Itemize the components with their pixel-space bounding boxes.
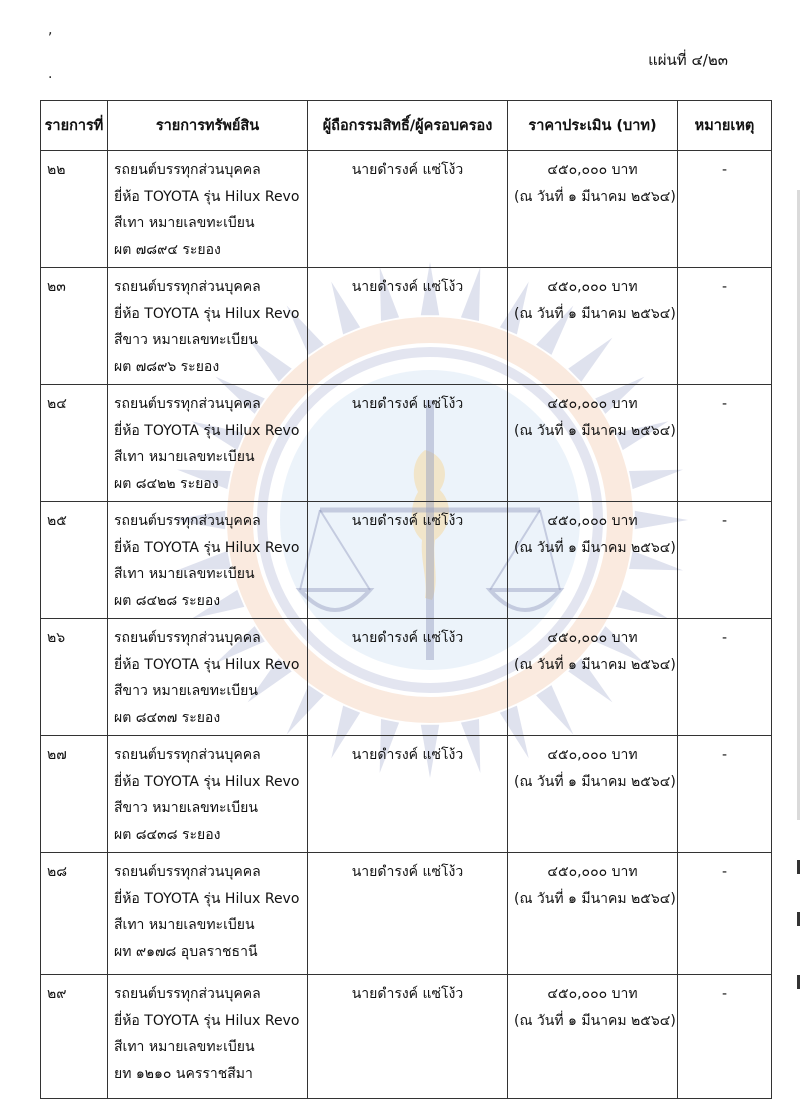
appraised-price xyxy=(508,385,678,502)
price-date: (ณ วันที่ ๑ มีนาคม ๒๕๖๔) xyxy=(514,305,676,322)
asset-description xyxy=(108,853,308,975)
asset-line: รถยนต์บรรทุกส่วนบุคคล xyxy=(114,279,261,295)
table-row xyxy=(41,502,772,619)
asset-line: รถยนต์บรรทุกส่วนบุคคล xyxy=(114,864,261,880)
appraised-price xyxy=(508,975,678,1099)
appraised-price xyxy=(508,619,678,736)
asset-line: ยี่ห้อ TOYOTA รุ่น Hilux Revo xyxy=(114,539,300,556)
asset-description xyxy=(108,975,308,1099)
margin-mark-comma: , xyxy=(48,22,53,38)
asset-line: ผต ๗๘๙๖ ระยอง xyxy=(114,358,220,375)
asset-line: ผต ๘๔๓๗ ระยอง xyxy=(114,709,221,726)
margin-mark-dot: . xyxy=(48,66,53,82)
asset-description xyxy=(108,151,308,268)
price-amount: ๔๕๐,๐๐๐ บาท xyxy=(547,279,638,295)
appraised-price xyxy=(508,268,678,385)
item-number: ๒๓ xyxy=(41,268,108,385)
item-number: ๒๙ xyxy=(41,975,108,1099)
price-amount: ๔๕๐,๐๐๐ บาท xyxy=(547,630,638,646)
owner: นายดำรงค์ แซ่โง้ว xyxy=(308,619,508,736)
asset-description xyxy=(108,268,308,385)
asset-line: สีเทา หมายเลขทะเบียน xyxy=(114,1039,255,1055)
table-row xyxy=(41,385,772,502)
asset-line: สีเทา หมายเลขทะเบียน xyxy=(114,917,255,933)
table-row xyxy=(41,736,772,853)
remark: - xyxy=(678,736,772,853)
price-amount: ๔๕๐,๐๐๐ บาท xyxy=(547,396,638,412)
asset-description xyxy=(108,385,308,502)
appraised-price xyxy=(508,853,678,975)
col-header-note: หมายเหตุ xyxy=(678,101,772,151)
asset-line: รถยนต์บรรทุกส่วนบุคคล xyxy=(114,513,261,529)
asset-line: ผท ๙๑๗๘ อุบลราชธานี xyxy=(114,943,258,960)
table-row xyxy=(41,853,772,975)
asset-description xyxy=(108,619,308,736)
owner: นายดำรงค์ แซ่โง้ว xyxy=(308,151,508,268)
remark: - xyxy=(678,385,772,502)
asset-line: สีขาว หมายเลขทะเบียน xyxy=(114,683,258,699)
asset-line: ยี่ห้อ TOYOTA รุ่น Hilux Revo xyxy=(114,656,300,673)
remark: - xyxy=(678,853,772,975)
asset-line: ผต ๘๔๒๒ ระยอง xyxy=(114,475,219,492)
asset-line: ยี่ห้อ TOYOTA รุ่น Hilux Revo xyxy=(114,890,300,907)
price-amount: ๔๕๐,๐๐๐ บาท xyxy=(547,162,638,178)
asset-line: ผต ๘๔๓๘ ระยอง xyxy=(114,826,221,843)
item-number: ๒๘ xyxy=(41,853,108,975)
asset-line: รถยนต์บรรทุกส่วนบุคคล xyxy=(114,747,261,763)
table-row xyxy=(41,268,772,385)
asset-line: สีขาว หมายเลขทะเบียน xyxy=(114,332,258,348)
asset-line: ยี่ห้อ TOYOTA รุ่น Hilux Revo xyxy=(114,773,300,790)
owner: นายดำรงค์ แซ่โง้ว xyxy=(308,385,508,502)
asset-line: ยี่ห้อ TOYOTA รุ่น Hilux Revo xyxy=(114,305,300,322)
item-number: ๒๗ xyxy=(41,736,108,853)
col-header-price: ราคาประเมิน (บาท) xyxy=(508,101,678,151)
owner: นายดำรงค์ แซ่โง้ว xyxy=(308,268,508,385)
price-amount: ๔๕๐,๐๐๐ บาท xyxy=(547,513,638,529)
asset-line: รถยนต์บรรทุกส่วนบุคคล xyxy=(114,630,261,646)
appraised-price xyxy=(508,151,678,268)
asset-description xyxy=(108,502,308,619)
price-amount: ๔๕๐,๐๐๐ บาท xyxy=(547,864,638,880)
asset-line: สีขาว หมายเลขทะเบียน xyxy=(114,800,258,816)
asset-line: รถยนต์บรรทุกส่วนบุคคล xyxy=(114,162,261,178)
asset-line: ยี่ห้อ TOYOTA รุ่น Hilux Revo xyxy=(114,188,300,205)
asset-table xyxy=(40,100,772,1099)
remark: - xyxy=(678,502,772,619)
price-date: (ณ วันที่ ๑ มีนาคม ๒๕๖๔) xyxy=(514,773,676,790)
price-date: (ณ วันที่ ๑ มีนาคม ๒๕๖๔) xyxy=(514,890,676,907)
remark: - xyxy=(678,268,772,385)
item-number: ๒๕ xyxy=(41,502,108,619)
asset-line: ยี่ห้อ TOYOTA รุ่น Hilux Revo xyxy=(114,422,300,439)
price-date: (ณ วันที่ ๑ มีนาคม ๒๕๖๔) xyxy=(514,539,676,556)
owner: นายดำรงค์ แซ่โง้ว xyxy=(308,853,508,975)
table-row xyxy=(41,975,772,1099)
col-header-no: รายการที่ xyxy=(41,101,108,151)
asset-line: ยท ๑๒๑๐ นครราชสีมา xyxy=(114,1065,253,1082)
owner: นายดำรงค์ แซ่โง้ว xyxy=(308,975,508,1099)
price-date: (ณ วันที่ ๑ มีนาคม ๒๕๖๔) xyxy=(514,188,676,205)
price-date: (ณ วันที่ ๑ มีนาคม ๒๕๖๔) xyxy=(514,656,676,673)
table-row xyxy=(41,151,772,268)
asset-line: รถยนต์บรรทุกส่วนบุคคล xyxy=(114,396,261,412)
table-row xyxy=(41,619,772,736)
item-number: ๒๔ xyxy=(41,385,108,502)
table-header-row xyxy=(41,101,772,151)
remark: - xyxy=(678,151,772,268)
owner: นายดำรงค์ แซ่โง้ว xyxy=(308,736,508,853)
asset-description xyxy=(108,736,308,853)
remark: - xyxy=(678,619,772,736)
asset-line: สีเทา หมายเลขทะเบียน xyxy=(114,449,255,465)
asset-line: สีเทา หมายเลขทะเบียน xyxy=(114,215,255,231)
asset-line: ผต ๘๔๒๘ ระยอง xyxy=(114,592,221,609)
appraised-price xyxy=(508,502,678,619)
owner: นายดำรงค์ แซ่โง้ว xyxy=(308,502,508,619)
col-header-owner: ผู้ถือกรรมสิทธิ์/ผู้ครอบครอง xyxy=(308,101,508,151)
item-number: ๒๒ xyxy=(41,151,108,268)
price-date: (ณ วันที่ ๑ มีนาคม ๒๕๖๔) xyxy=(514,1012,676,1029)
asset-line: ยี่ห้อ TOYOTA รุ่น Hilux Revo xyxy=(114,1012,300,1029)
price-date: (ณ วันที่ ๑ มีนาคม ๒๕๖๔) xyxy=(514,422,676,439)
remark: - xyxy=(678,975,772,1099)
price-amount: ๔๕๐,๐๐๐ บาท xyxy=(547,747,638,763)
sheet-number: แผ่นที่ ๔/๒๓ xyxy=(648,51,728,69)
asset-line: สีเทา หมายเลขทะเบียน xyxy=(114,566,255,582)
asset-line: รถยนต์บรรทุกส่วนบุคคล xyxy=(114,986,261,1002)
appraised-price xyxy=(508,736,678,853)
col-header-asset: รายการทรัพย์สิน xyxy=(108,101,308,151)
item-number: ๒๖ xyxy=(41,619,108,736)
asset-line: ผต ๗๘๙๔ ระยอง xyxy=(114,241,221,258)
price-amount: ๔๕๐,๐๐๐ บาท xyxy=(547,986,638,1002)
